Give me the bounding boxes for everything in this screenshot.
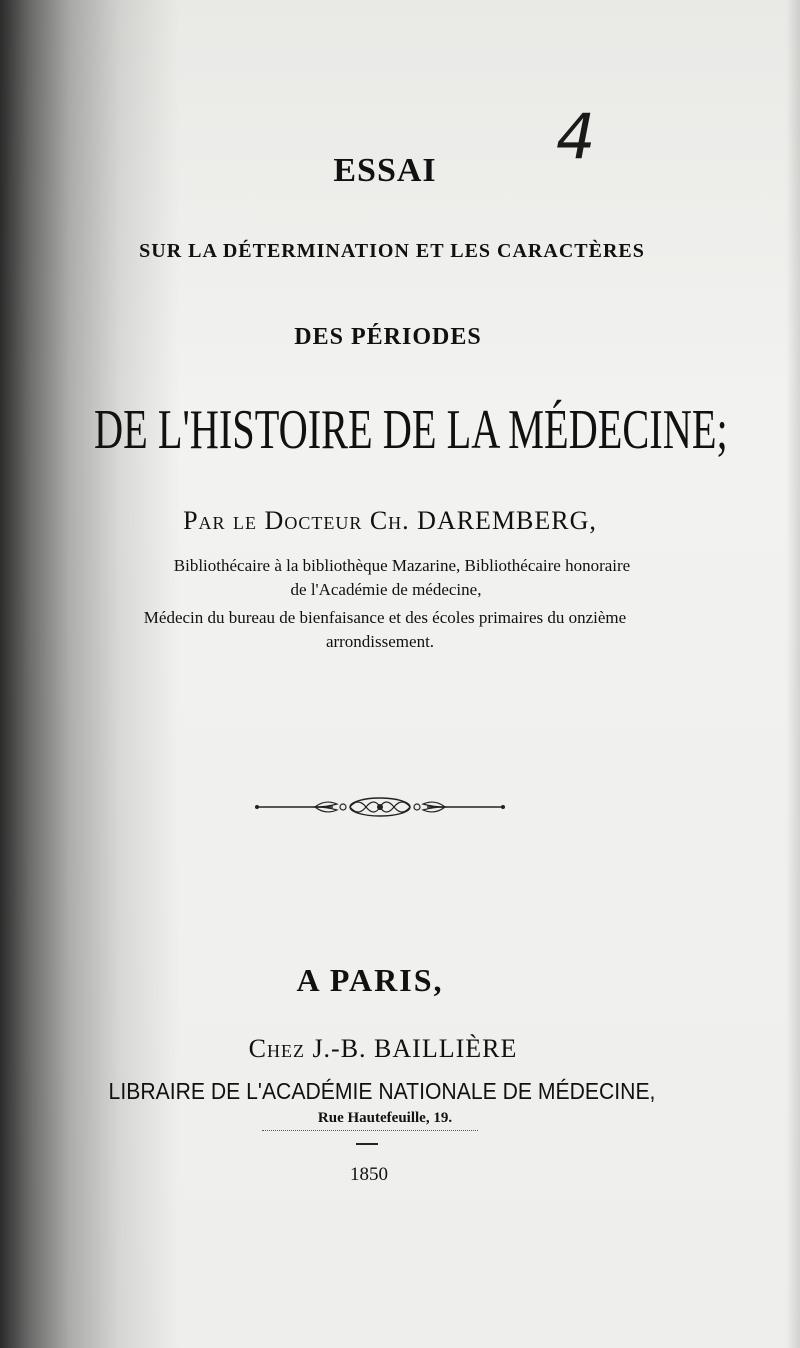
ornament-divider-icon <box>255 792 505 822</box>
subtitle-determination: SUR LA DÉTERMINATION ET LES CARACTÈRES <box>139 240 645 262</box>
author-line: Par le Docteur Ch. DAREMBERG, <box>183 506 597 535</box>
author-credential: de l'Académie de médecine, <box>290 580 482 599</box>
imprint-publisher-role: LIBRAIRE DE L'ACADÉMIE NATIONALE DE MÉDECINE, <box>108 1078 656 1104</box>
address-rule <box>262 1130 478 1131</box>
imprint-address: Rue Hautefeuille, 19. <box>317 1110 453 1126</box>
year-rule <box>356 1143 378 1145</box>
imprint-year: 1850 <box>350 1164 388 1185</box>
handwritten-mark: 4 <box>556 100 596 173</box>
author-credential: arrondissement. <box>325 632 435 651</box>
author-credential: Médecin du bureau de bienfaisance et des écoles primaires du onzième <box>143 608 627 627</box>
subtitle-periodes: DES PÉRIODES <box>294 324 482 350</box>
imprint-city: A PARIS, <box>296 962 444 998</box>
author-credential: Bibliothécaire à la bibliothèque Mazarine, Bibliothécaire honoraire <box>173 556 631 575</box>
title-essai: ESSAI <box>333 152 437 189</box>
imprint-publisher: Chez J.-B. BAILLIÈRE <box>248 1034 518 1063</box>
main-title: DE L'HISTOIRE DE LA MÉDECINE; <box>94 399 728 461</box>
